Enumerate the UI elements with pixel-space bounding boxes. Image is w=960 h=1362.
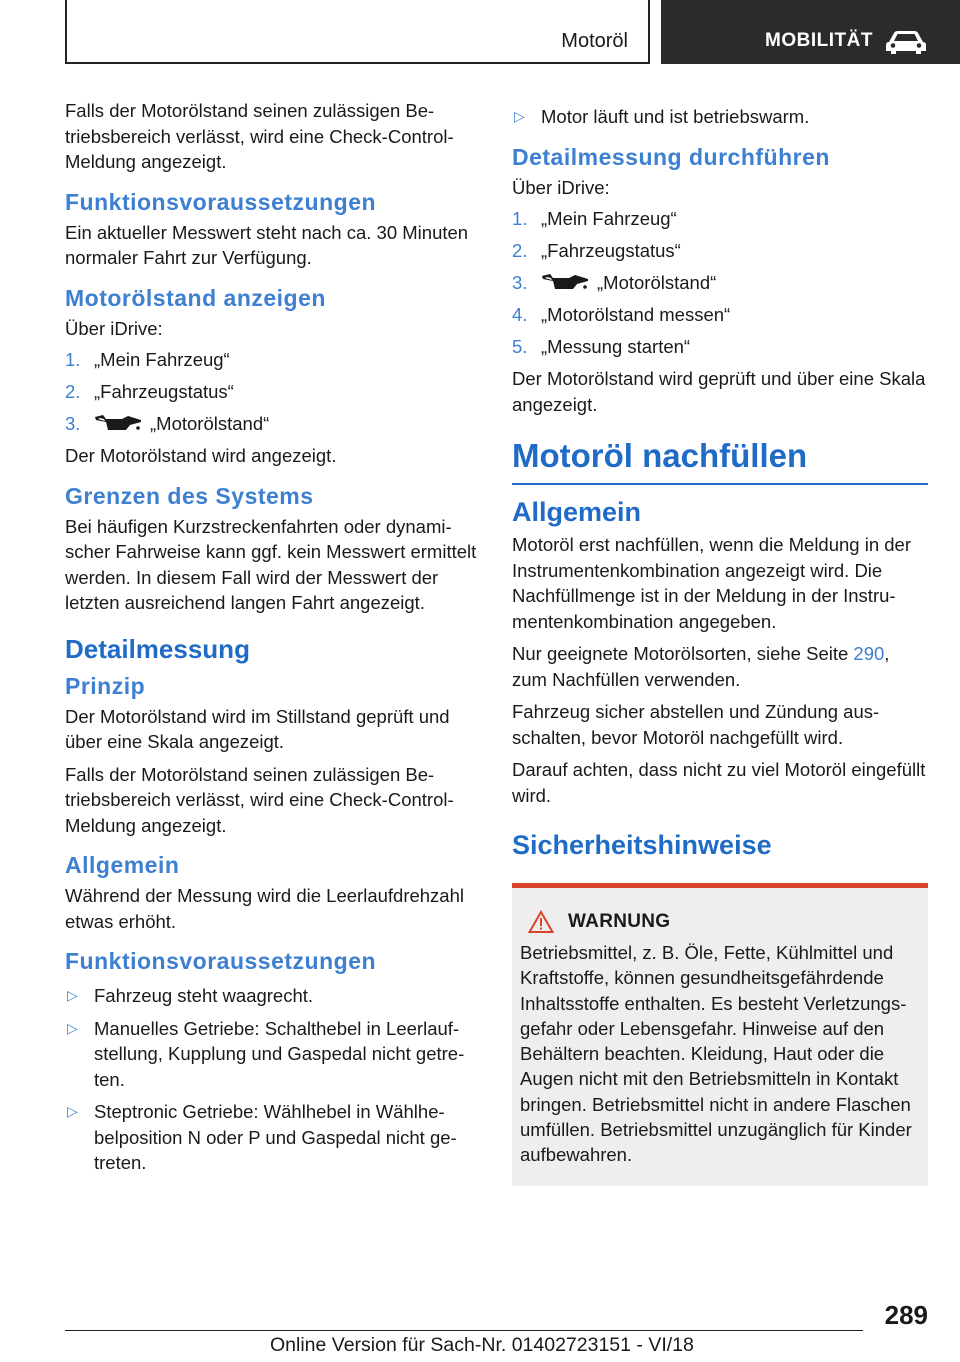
step-text: „Mein Fahrzeug“ bbox=[541, 208, 677, 229]
list-item bbox=[512, 334, 928, 360]
oil-can-icon bbox=[541, 271, 589, 291]
paragraph: Der Motorölstand wird angezeigt. bbox=[65, 445, 337, 466]
heading-detailmessung: Detailmessung bbox=[65, 633, 250, 664]
paragraph: Über iDrive: bbox=[512, 176, 610, 198]
warning-header bbox=[520, 910, 920, 934]
page-reference-link[interactable]: 290 bbox=[853, 643, 885, 664]
heading-motoroelstand-anzeigen: Motorölstand anzeigen bbox=[65, 284, 326, 311]
heading-prinzip: Prinzip bbox=[65, 672, 146, 699]
list-item bbox=[65, 1016, 480, 1093]
text: Nur geeignete Motorölsorten, siehe Seite bbox=[512, 643, 854, 664]
heading-allgemein-2: Allgemein bbox=[512, 497, 642, 527]
triangle-bullet-icon: ▷ bbox=[67, 1103, 78, 1119]
car-icon bbox=[885, 29, 927, 55]
list-item bbox=[512, 104, 928, 130]
list-item bbox=[512, 302, 928, 328]
triangle-bullet-icon: ▷ bbox=[67, 987, 78, 1003]
triangle-bullet-icon: ▷ bbox=[67, 1019, 78, 1036]
footer-text: Online Version für Sach-Nr. 01402723151 - VI/18 bbox=[270, 1334, 694, 1356]
left-column bbox=[65, 98, 480, 1183]
paragraph: Falls der Motorölstand seinen zulässigen Betriebsbereich verlässt, wird eine Check-Control-Meldung angezeigt. bbox=[65, 100, 454, 172]
step-text: „Motorölstand“ bbox=[150, 413, 270, 434]
page-number: 289 bbox=[884, 1300, 928, 1330]
warning-title: WARNUNG bbox=[568, 911, 671, 932]
header-section-box bbox=[65, 0, 650, 64]
right-column bbox=[512, 98, 928, 1186]
warning-box bbox=[512, 883, 928, 1186]
heading-motoroel-nachfuellen: Motoröl nachfüllen bbox=[512, 437, 928, 485]
list-item bbox=[65, 379, 480, 405]
header-chapter-tab bbox=[661, 0, 960, 64]
step-text: „Motorölstand“ bbox=[597, 272, 717, 293]
paragraph: Bei häufigen Kurzstreckenfahrten oder dynamischer Fahrweise kann ggf. kein Messwert ermittelt werden. In diesem Fall wird der Messwert der letzten ausreichend langen Fahrt angezeigt. bbox=[65, 515, 477, 613]
text: , zum Nachfüllen verwenden. bbox=[512, 643, 890, 690]
list-item bbox=[65, 983, 480, 1009]
step-text: „Motorölstand messen“ bbox=[541, 304, 731, 325]
list-item bbox=[512, 206, 928, 232]
list-item bbox=[65, 411, 480, 437]
heading-funktionsvoraussetzungen: Funktionsvoraussetzungen bbox=[65, 188, 377, 215]
paragraph: Ein aktueller Messwert steht nach ca. 30 Minuten normaler Fahrt zur Verfügung. bbox=[65, 221, 469, 268]
warning-triangle-icon bbox=[528, 910, 554, 934]
heading-detailmessung-durchfuehren: Detailmessung durchführen bbox=[512, 143, 830, 170]
bullet-text: Fahrzeug steht waagrecht. bbox=[94, 985, 314, 1006]
step-number: 5. bbox=[512, 336, 528, 357]
paragraph: Der Motorölstand wird geprüft und über eine Skala angezeigt. bbox=[512, 368, 926, 415]
bullet-text: Steptronic Getriebe: Wählhebel in Wählhebelposition N oder P und Gaspedal nicht getreten. bbox=[94, 1101, 457, 1173]
list-item bbox=[512, 238, 928, 264]
bullet-text: Manuelles Getriebe: Schalthebel in Leerlaufstellung, Kupplung und Gaspedal nicht getreten. bbox=[94, 1017, 465, 1090]
step-text: „Fahrzeugstatus“ bbox=[541, 240, 681, 261]
step-number: 3. bbox=[65, 413, 81, 434]
step-text: „Mein Fahrzeug“ bbox=[94, 349, 230, 370]
paragraph: Über iDrive: bbox=[65, 317, 163, 339]
list-item bbox=[65, 1099, 480, 1176]
heading-sicherheitshinweise: Sicherheitshinweise bbox=[512, 830, 772, 860]
list-item bbox=[512, 270, 928, 296]
step-list bbox=[512, 206, 928, 360]
list-item bbox=[65, 347, 480, 373]
footer-divider bbox=[65, 1330, 863, 1331]
step-text: „Fahrzeugstatus“ bbox=[94, 381, 234, 402]
step-number: 1. bbox=[65, 349, 81, 370]
heading-allgemein: Allgemein bbox=[65, 852, 180, 878]
step-text: „Messung starten“ bbox=[541, 336, 691, 357]
oil-can-icon bbox=[94, 412, 142, 432]
bullet-list bbox=[65, 983, 480, 1176]
paragraph: Fahrzeug sicher abstellen und Zündung ausschalten, bevor Motoröl nachgefüllt wird. bbox=[512, 701, 880, 748]
step-number: 2. bbox=[65, 381, 81, 402]
paragraph: Der Motorölstand wird im Stillstand geprüft und über eine Skala angezeigt. bbox=[65, 705, 450, 752]
paragraph: Darauf achten, dass nicht zu viel Motoröl eingefüllt wird. bbox=[512, 759, 926, 806]
paragraph: Während der Messung wird die Leerlaufdrehzahl etwas erhöht. bbox=[65, 885, 464, 932]
bullet-text: Motor läuft und ist betriebswarm. bbox=[541, 106, 810, 127]
step-number: 2. bbox=[512, 240, 528, 261]
step-list bbox=[65, 347, 480, 437]
heading-grenzen-des-systems: Grenzen des Systems bbox=[65, 482, 314, 509]
step-number: 3. bbox=[512, 272, 528, 293]
step-number: 4. bbox=[512, 304, 528, 325]
triangle-bullet-icon: ▷ bbox=[514, 108, 525, 124]
header-section-title: Motoröl bbox=[561, 30, 628, 52]
step-number: 1. bbox=[512, 208, 528, 229]
paragraph bbox=[512, 641, 928, 692]
heading-funktionsvoraussetzungen-2: Funktionsvoraussetzungen bbox=[65, 948, 377, 974]
bullet-list bbox=[512, 104, 928, 130]
paragraph: Falls der Motorölstand seinen zulässigen Betriebsbereich verlässt, wird eine Check-Control-Meldung angezeigt. bbox=[65, 763, 454, 836]
paragraph: Motoröl erst nachfüllen, wenn die Meldung in der Instrumentenkombination angezeigt wird. Die Nachfüllmenge ist in der Meldung in der Instrumentenkombination angegeben. bbox=[512, 534, 912, 632]
warning-text: Betriebsmittel, z. B. Öle, Fette, Kühlmittel und Kraftstoffe, können gesundheitsgefährdende Inhaltsstoffe enthalten. Es besteht Verletzungsgefahr oder Lebensgefahr. Hinweise auf den Behältern beachten. Kleidung, Haut oder die Augen nicht mit den Betriebsmitteln in Kontakt bringen. Betriebsmittel nicht in andere Flaschen umfüllen. Betriebsmittel unzugänglich für Kinder aufbewahren. bbox=[520, 942, 912, 1166]
header-chapter-title: MOBILITÄT bbox=[765, 30, 873, 51]
